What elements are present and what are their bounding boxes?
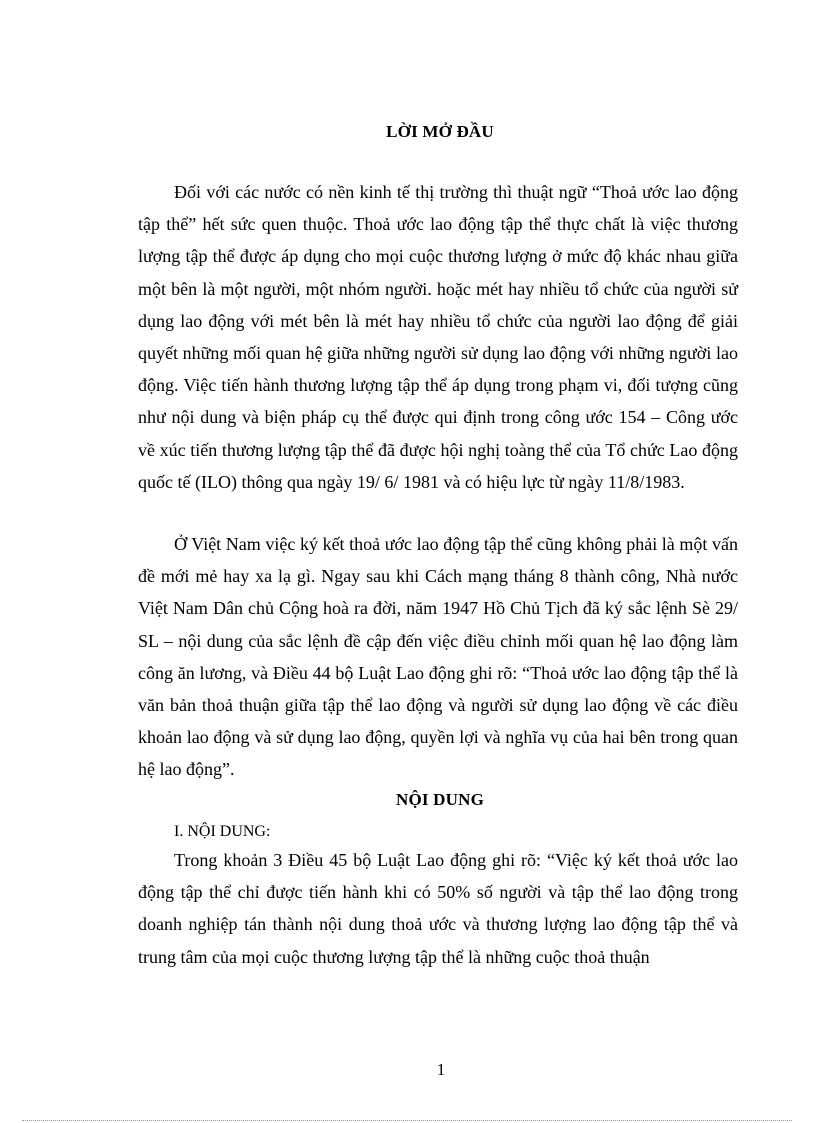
section-heading: I. NỘI DUNG: — [174, 823, 271, 840]
document-title: LỜI MỞ ĐẦU — [386, 122, 494, 141]
page-bottom-border — [22, 1120, 792, 1121]
page-number: 1 — [436, 1060, 446, 1079]
section-paragraph: Trong khoản 3 Điều 45 bộ Luật Lao động ghi rõ: “Việc ký kết thoả ước lao động tập thể chỉ được tiến hành khi có 50% số người và tập thể lao động trong doanh nghiệp tán thành nội dung thoả ước và thương lượng lao động tập thể và trung tâm của mọi cuộc thương lượng tập thể là những cuộc thoả thuận — [138, 850, 738, 967]
section-title: NỘI DUNG — [395, 790, 485, 809]
intro-paragraph-2: Ở Việt Nam việc ký kết thoả ước lao động tập thể cũng không phải là một vấn đề mới mẻ hay xa lạ gì. Ngay sau khi Cách mạng tháng 8 thành công, Nhà nước Việt Nam Dân chủ Cộng hoà ra đời, năm 1947 Hồ Chủ Tịch đã ký sắc lệnh Sè 29/ SL – nội dung của sắc lệnh đề cập đến việc điều chỉnh mối quan hệ lao động làm công ăn lương, và Điều 44 bộ Luật Lao động ghi rõ: “Thoả ước lao động tập thể là văn bản thoả thuận giữa tập thể lao động và người sử dụng lao động về các điều khoản lao động và sử dụng lao động, quyền lợi và nghĩa vụ của hai bên trong quan hệ lao động”. — [138, 534, 738, 780]
intro-paragraph-1: Đối với các nước có nền kinh tế thị trường thì thuật ngữ “Thoả ước lao động tập thể” hết sức quen thuộc. Thoả ước lao động tập thể thực chất là việc thương lượng tập thể được áp dụng cho mọi cuộc thương lượng ở mức độ khác nhau giữa một bên là một người, một nhóm người. hoặc mét hay nhiều tổ chức của người sử dụng lao động với mét bên là mét hay nhiều tổ chức của người lao động để giải quyết những mối quan hệ giữa những người sử dụng lao động với những người lao động. Việc tiến hành thương lượng tập thể áp dụng trong phạm vi, đối tượng cũng như nội dung và biện pháp cụ thể được qui định trong công ước 154 – Công ước về xúc tiến thương lượng tập thể đã được hội nghị toàng thể của Tổ chức Lao động quốc tế (ILO) thông qua ngày 19/ 6/ 1981 và có hiệu lực từ ngày 11/8/1983. — [138, 182, 738, 492]
